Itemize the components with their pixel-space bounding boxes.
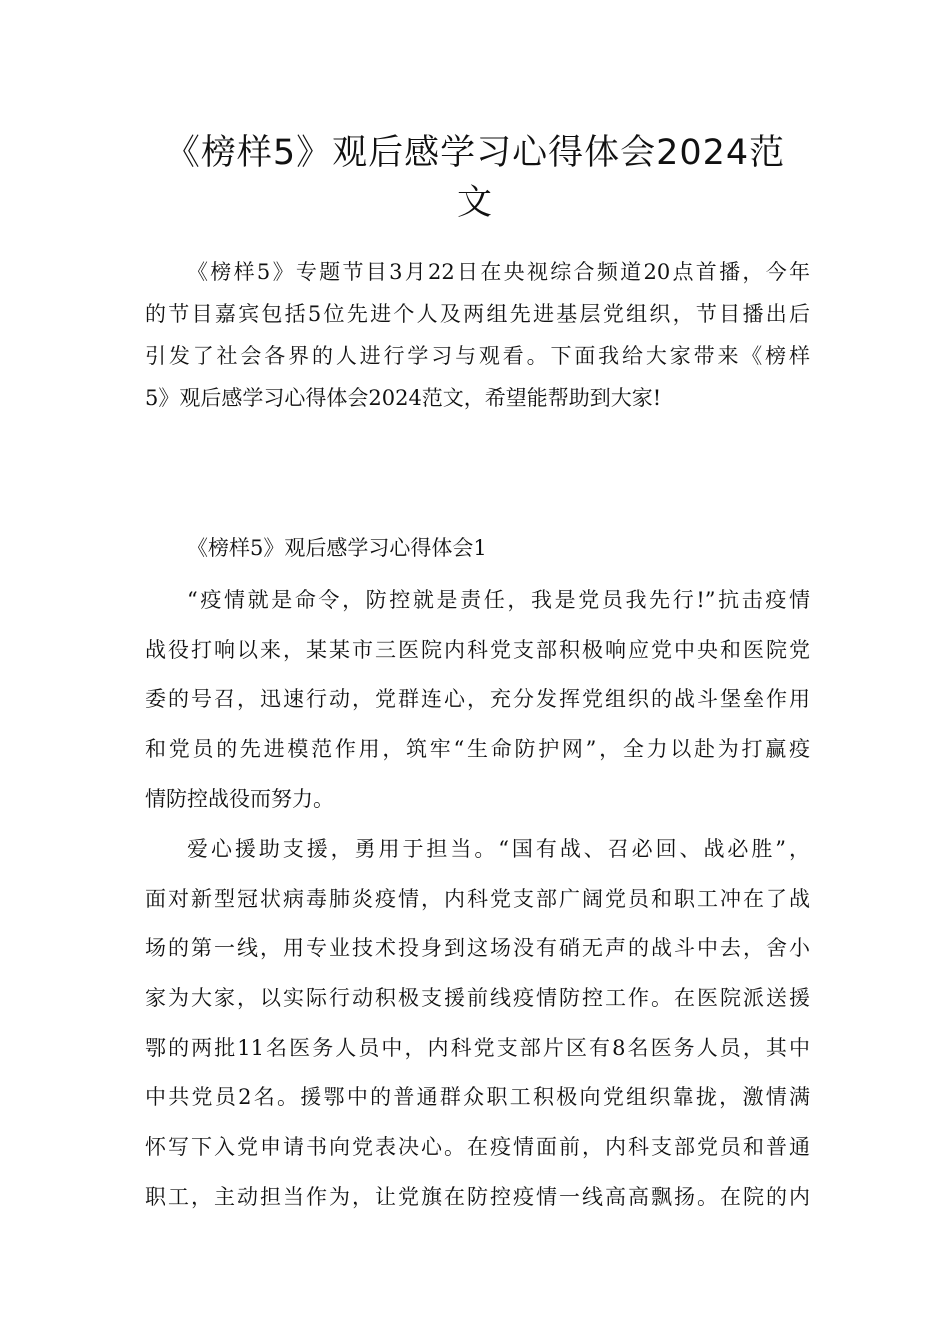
paragraph2-line-5: 鄂的两批11名医务人员中，内科党支部片区有8名医务人员，其中 (145, 1036, 810, 1060)
paragraph1-line-2: 战役打响以来，某某市三医院内科党支部积极响应党中央和医院党 (145, 638, 810, 662)
intro-line-3: 引发了社会各界的人进行学习与观看。下面我给大家带来《榜样 (145, 344, 810, 368)
paragraph2-line-3: 场的第一线，用专业技术投身到这场没有硝无声的战斗中去，舍小 (145, 936, 810, 960)
paragraph2-line-2: 面对新型冠状病毒肺炎疫情，内科党支部广阔党员和职工冲在了战 (145, 887, 810, 911)
paragraph2-line-4: 家为大家，以实际行动积极支援前线疫情防控工作。在医院派送援 (145, 986, 810, 1010)
intro-line-4: 5》观后感学习心得体会2024范文，希望能帮助到大家! (145, 386, 662, 410)
intro-line-1: 《榜样5》专题节目3月22日在央视综合频道20点首播，今年 (187, 260, 810, 284)
paragraph1-line-3: 委的号召，迅速行动，党群连心，充分发挥党组织的战斗堡垒作用 (145, 687, 810, 711)
document-title-line-2: 文 (456, 183, 493, 223)
paragraph1-line-5: 情防控战役而努力。 (145, 787, 334, 811)
paragraph2-line-6: 中共党员2名。援鄂中的普通群众职工积极向党组织靠拢，激情满 (145, 1085, 810, 1109)
paragraph2-line-1: 爱心援助支援，勇用于担当。“国有战、召必回、战必胜”， (187, 837, 810, 861)
paragraph1-line-4: 和党员的先进模范作用，筑牢“生命防护网”，全力以赴为打赢疫 (145, 737, 810, 761)
section-heading: 《榜样5》观后感学习心得体会1 (187, 536, 487, 560)
paragraph2-line-7: 怀写下入党申请书向党表决心。在疫情面前，内科支部党员和普通 (145, 1135, 810, 1159)
paragraph1-line-1: “疫情就是命令，防控就是责任，我是党员我先行!”抗击疫情 (187, 588, 810, 612)
intro-line-2: 的节目嘉宾包括5位先进个人及两组先进基层党组织，节目播出后 (145, 302, 810, 326)
paragraph2-line-8: 职工，主动担当作为，让党旗在防控疫情一线高高飘扬。在院的内 (145, 1185, 810, 1209)
document-title-line-1: 《榜样5》观后感学习心得体会2024范 (164, 133, 786, 173)
